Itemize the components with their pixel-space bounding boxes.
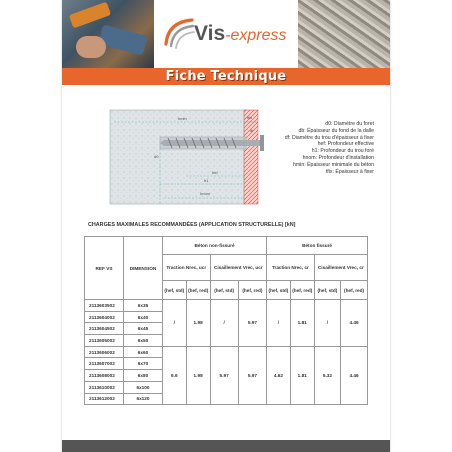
table-row	[85, 346, 368, 358]
value-cell: 1.98	[186, 346, 210, 404]
legend-item: h1: Profondeur du trou foré	[311, 148, 374, 155]
dim-cell: 6x80	[124, 370, 163, 382]
dim-cell: 6x50	[124, 335, 163, 347]
value-cell: 5.32	[314, 346, 340, 404]
legend-item: d0: Diamètre du foret	[325, 121, 374, 127]
page-title: Fiche Technique	[165, 69, 287, 84]
value-cell: 5.97	[210, 346, 238, 404]
label-h1: h1	[204, 178, 209, 183]
hef-red-header: (hef, red)	[186, 281, 210, 300]
table-row	[85, 300, 368, 312]
dim-cell: 6x70	[124, 358, 163, 370]
brand-suffix: -express	[225, 27, 287, 44]
hef-red-header: (hef, red)	[341, 281, 368, 300]
dim-cell: 6x45	[124, 323, 163, 335]
ref-cell: 2113604002	[85, 311, 124, 323]
hef-std-header: (hef, std)	[267, 281, 291, 300]
tools-photo	[62, 0, 154, 68]
hef-red-header: (hef, red)	[238, 281, 266, 300]
title-bar	[62, 68, 390, 85]
group-uncracked: Béton non-fissuré	[163, 237, 267, 255]
legend-item: tfix: Épaisseur à fixer	[325, 168, 374, 175]
value-cell: 6.6	[163, 346, 187, 404]
ref-cell: 2113604502	[85, 323, 124, 335]
value-cell: 4.46	[341, 300, 368, 347]
dim-cell: 6x60	[124, 346, 163, 358]
label-tfix: tfix	[247, 115, 253, 120]
group-cracked: Béton fissuré	[267, 237, 368, 255]
screws-photo	[298, 0, 390, 68]
value-cell: /	[163, 300, 187, 347]
shear-cr-header: Cisaillement Vrec, cr	[314, 255, 367, 281]
ref-cell: 2113610002	[85, 381, 124, 393]
header-banner	[62, 0, 390, 68]
legend-item: hef: Profondeur effective	[317, 141, 374, 148]
dim-cell: 6x120	[124, 393, 163, 405]
value-cell: /	[267, 300, 291, 347]
value-cell: /	[210, 300, 238, 347]
value-cell: 4.62	[267, 346, 291, 404]
value-cell: 1.81	[290, 346, 314, 404]
loads-table	[84, 236, 368, 405]
hef-std-header: (hef, std)	[163, 281, 187, 300]
label-d0: d0	[154, 154, 159, 159]
dim-cell: 6x100	[124, 381, 163, 393]
hef-std-header: (hef, std)	[210, 281, 238, 300]
legend-item: df: Diamètre du trou d'épaisseur à fixer	[284, 134, 374, 141]
shear-ucr-header: Cisaillement Vrec, ucr	[210, 255, 267, 281]
legend	[224, 121, 374, 175]
value-cell: 5.97	[238, 346, 266, 404]
legend-item: hnom: Profondeur d'installation	[302, 154, 374, 161]
legend-item: hmin: Épaisseur minimale du béton	[292, 161, 374, 168]
brand-logo	[162, 14, 292, 54]
ref-cell: 2113608002	[85, 370, 124, 382]
footer-bar	[62, 440, 390, 452]
legend-item: db: Épaisseur du fond de la dalle	[298, 127, 374, 134]
label-hef: hef	[212, 170, 218, 175]
value-cell: 4.46	[341, 346, 368, 404]
hef-std-header: (hef, std)	[314, 281, 340, 300]
traction-cr-header: Traction Nrec, cr	[267, 255, 315, 281]
table-title: CHARGES MAXIMALES RECOMMANDÉES (APPLICATION STRUCTURELLE) [kN]	[88, 222, 296, 228]
value-cell: /	[314, 300, 340, 347]
dim-cell: 6x40	[124, 311, 163, 323]
hef-red-header: (hef, red)	[290, 281, 314, 300]
dim-cell: 6x35	[124, 300, 163, 312]
ref-cell: 2113603502	[85, 300, 124, 312]
datasheet-page	[62, 0, 390, 452]
ref-cell: 2113606002	[85, 346, 124, 358]
swoosh-icon	[162, 14, 196, 54]
ref-cell: 2113612002	[85, 393, 124, 405]
value-cell: 1.81	[290, 300, 314, 347]
traction-ucr-header: Traction Nrec, ucr	[163, 255, 211, 281]
value-cell: 5.97	[238, 300, 266, 347]
col-dim-header: DIMENSION	[124, 237, 163, 300]
label-hnom: hnom	[200, 191, 211, 196]
ref-cell: 2113607002	[85, 358, 124, 370]
value-cell: 1.98	[186, 300, 210, 347]
label-hmin: hmin	[178, 116, 187, 121]
brand-name: Vis	[194, 22, 226, 45]
col-ref-header: REF VS	[85, 237, 124, 300]
label-df: df	[250, 128, 254, 133]
ref-cell: 2113605002	[85, 335, 124, 347]
